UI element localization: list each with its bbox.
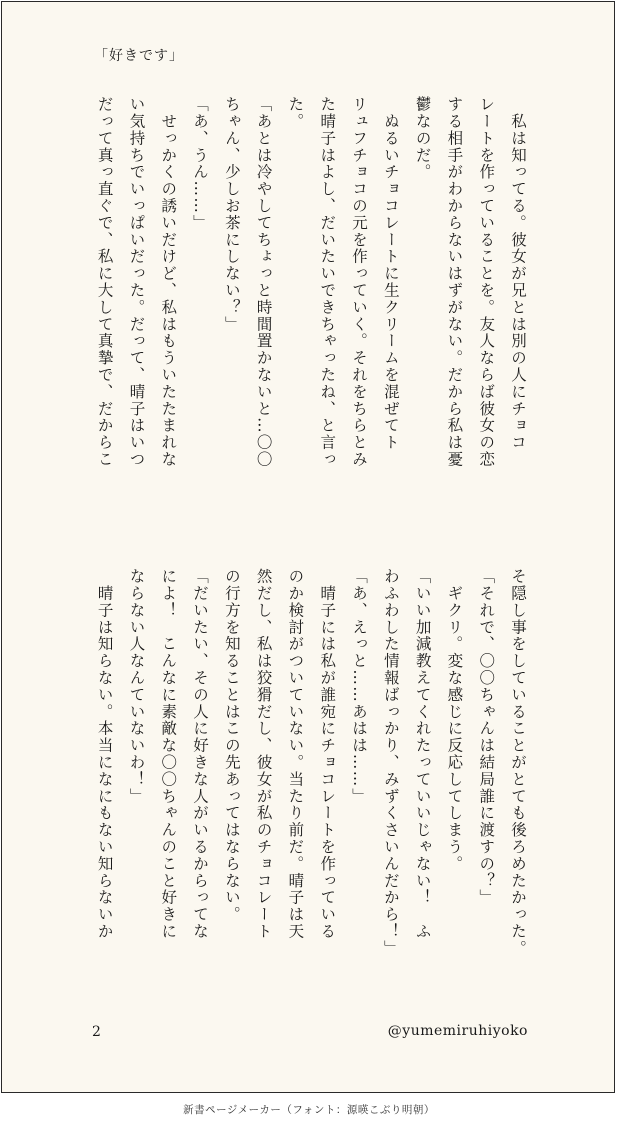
text-line: 然だし、私は狡猾だし、彼女が私のチョコレート (254, 568, 273, 940)
book-page (1, 1, 615, 1093)
text-line: 「あ、うん……」 (191, 96, 210, 232)
author-handle: @yumemiruhiyoko (387, 1023, 528, 1039)
text-line: 「あ、えっと……あはは……」 (350, 568, 369, 805)
generator-credit: 新書ページメーカー（フォント：源暎こぶり明朝） (183, 1104, 435, 1116)
text-line: そ隠し事をしていることがとても後ろめたかった。 (509, 568, 527, 957)
page-title: 「好きです」 (94, 48, 184, 64)
text-line: ならない人なんていないわ！」 (127, 568, 146, 805)
text-line: リュフチョコの元を作っていく。それをちらとみ (350, 96, 369, 468)
text-line: せっかくの誘いだけど、私はもういたたまれな (159, 96, 178, 468)
text-line: 「それで、〇〇ちゃんは結局誰に渡すの？」 (477, 568, 496, 906)
text-line: 私は知ってる。彼女が兄とは別の人にチョコ (509, 96, 527, 451)
text-line: 「だいたい、その人に好きな人がいるからってな (191, 568, 210, 940)
text-line: ギクリ。変な感じに反応してしまう。 (445, 568, 464, 873)
text-line: ぬるいチョコレートに生クリームを混ぜてト (381, 96, 400, 451)
text-line: する相手がわからないはずがない。だから私は憂 (445, 96, 464, 468)
page-number: 2 (92, 1024, 101, 1040)
text-block-upper (88, 96, 533, 544)
text-line: のか検討がついていない。当たり前だ。晴子は天 (286, 568, 305, 940)
text-line: ちゃん、少しお茶にしない？」 (222, 96, 241, 333)
text-line: レートを作っていることを。友人ならば彼女の恋 (477, 96, 496, 468)
text-line: わふわした情報ばっかり、みずくさいんだから！」 (381, 568, 400, 957)
text-line: た晴子はよし、だいたいできちゃったね、と言っ (318, 96, 337, 468)
text-line: 「いい加減教えてくれたっていいじゃない！ ふ (413, 568, 432, 940)
text-line: だって真っ直ぐで、私に大して真摯で、だからこ (95, 96, 114, 468)
text-line: 晴子には私が誰宛にチョコレートを作っている (318, 568, 337, 940)
text-line: い気持ちでいっぱいだった。だって、晴子はいつ (127, 96, 146, 468)
text-line: の行方を知ることはこの先あってはならない。 (222, 568, 241, 923)
text-line: 晴子は知らない。本当になにもない知らないか (95, 568, 114, 940)
text-block-lower (88, 568, 533, 1016)
text-line: 「あとは冷やしてちょっと時間置かないと…〇〇 (254, 96, 273, 468)
text-line: によ！ こんなに素敵な〇〇ちゃんのこと好きに (159, 568, 178, 940)
text-line: た。 (286, 96, 305, 130)
text-line: 鬱なのだ。 (413, 96, 432, 181)
